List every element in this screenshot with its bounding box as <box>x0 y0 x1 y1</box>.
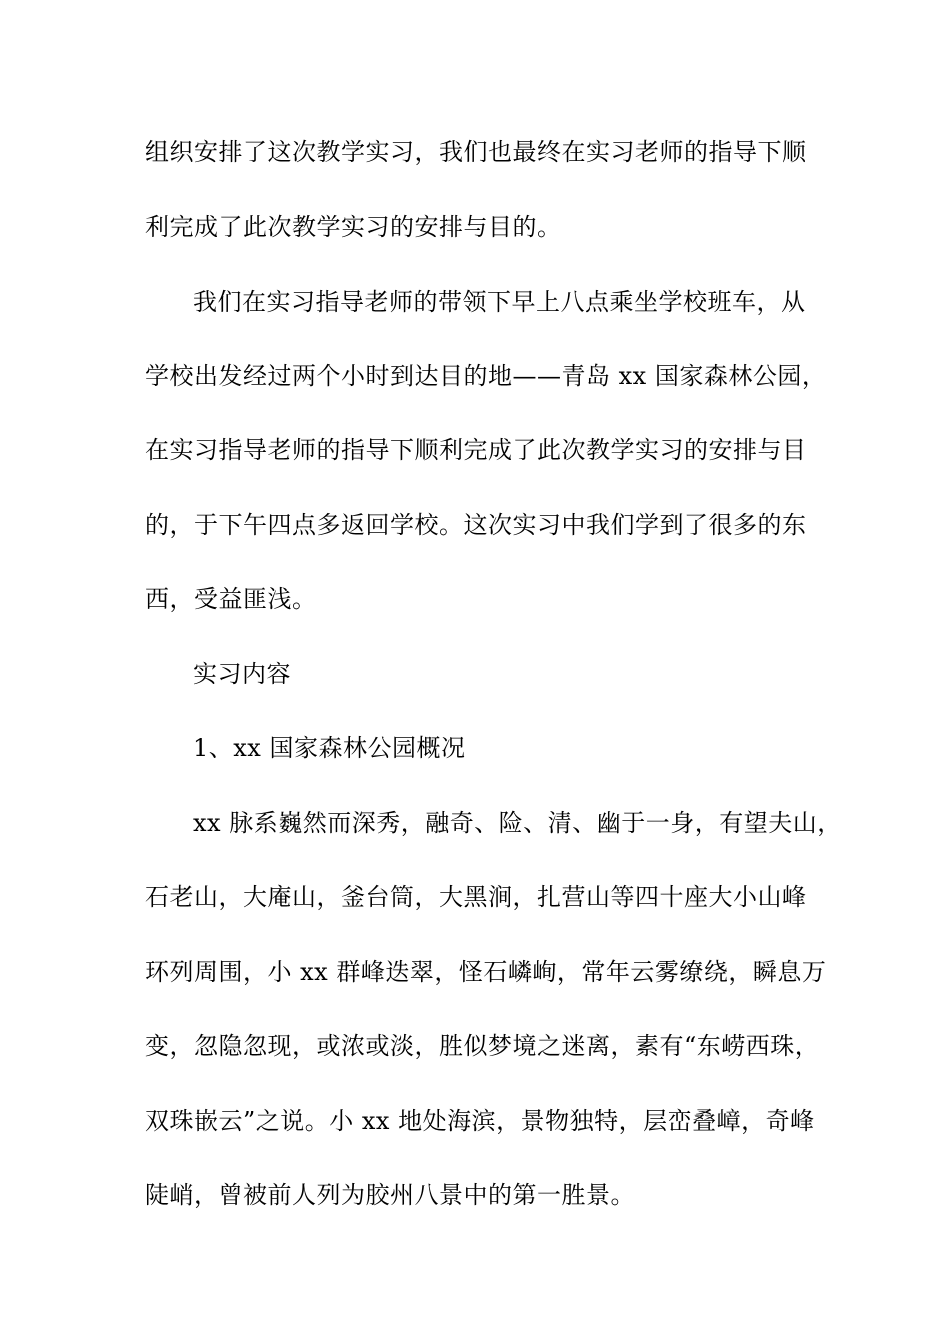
paragraph-line: 双珠嵌云”之说。小 xx 地处海滨，景物独特，层峦叠嶂，奇峰 <box>145 1107 815 1135</box>
paragraph-line: 我们在实习指导老师的带领下早上八点乘坐学校班车，从 <box>193 288 806 316</box>
section-heading: 实习内容 <box>193 660 291 688</box>
subsection-heading: 1、xx 国家森林公园概况 <box>193 734 466 762</box>
paragraph-line: 石老山，大庵山，釜台筒，大黑涧，扎营山等四十座大小山峰 <box>145 883 807 911</box>
paragraph-line: 利完成了此次教学实习的安排与目的。 <box>145 213 562 241</box>
paragraph-line: 在实习指导老师的指导下顺利完成了此次教学实习的安排与目 <box>145 436 807 464</box>
paragraph-line: 西，受益匪浅。 <box>145 585 317 613</box>
paragraph-line: xx 脉系巍然而深秀，融奇、险、清、幽于一身，有望夫山， <box>193 809 842 837</box>
paragraph-line: 组织安排了这次教学实习，我们也最终在实习老师的指导下顺 <box>145 138 807 166</box>
paragraph-line: 变，忽隐忽现，或浓或淡，胜似梦境之迷离，素有“东崂西珠， <box>145 1032 820 1060</box>
paragraph-line: 的，于下午四点多返回学校。这次实习中我们学到了很多的东 <box>145 511 807 539</box>
paragraph-line: 陡峭，曾被前人列为胶州八景中的第一胜景。 <box>145 1181 635 1209</box>
paragraph-line: 环列周围，小 xx 群峰迭翠，怪石嶙峋，常年云雾缭绕，瞬息万 <box>145 958 827 986</box>
paragraph-line: 学校出发经过两个小时到达目的地——青岛 xx 国家森林公园， <box>145 362 827 390</box>
